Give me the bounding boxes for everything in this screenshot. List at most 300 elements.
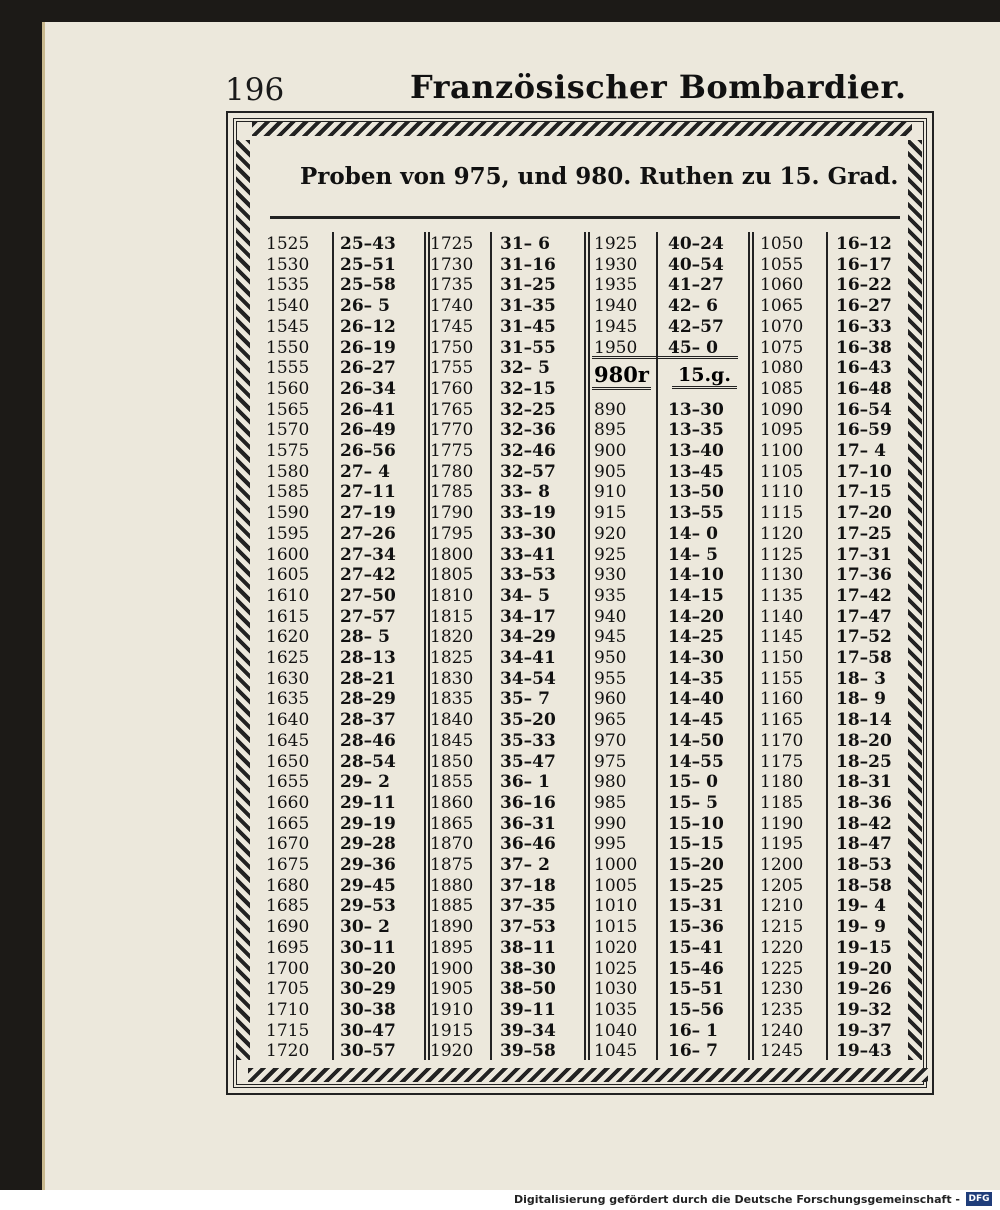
table-cell: 34–54: [500, 668, 556, 689]
table-cell: 1670: [266, 834, 310, 855]
table-cell: 34–29: [500, 627, 556, 648]
table-cell: 32–25: [500, 399, 556, 420]
table-cell: 27– 4: [340, 461, 390, 482]
table-cell: 1220: [760, 937, 804, 958]
table-cell: 1775: [430, 441, 474, 461]
table-cell: 1910: [430, 999, 474, 1020]
table-cell: 1575: [266, 441, 310, 461]
table-cell: 31–35: [500, 296, 556, 317]
table-cell: 38–30: [500, 958, 556, 979]
table-cell: 1860: [430, 792, 474, 813]
table-cell: 15–25: [668, 875, 724, 896]
table-cell: 1135: [760, 585, 804, 606]
table-cell: 1875: [430, 855, 474, 875]
table-cell: 935: [594, 585, 627, 606]
table-cell: 1630: [266, 668, 310, 689]
table-cell: 39–11: [500, 999, 556, 1020]
table-cell: 1690: [266, 917, 310, 938]
table-cell: 1235: [760, 999, 804, 1020]
table-cell: 1645: [266, 730, 310, 751]
footer-bar: [0, 1190, 1000, 1210]
table-cell: 1605: [266, 565, 310, 586]
table-cell: 1115: [760, 503, 804, 524]
table-cell: 42–57: [668, 316, 724, 337]
table-cell: 995: [594, 834, 627, 855]
table-cell: 1810: [430, 585, 474, 606]
table-cell: 17–36: [836, 565, 892, 586]
table-cell: 30–38: [340, 999, 396, 1020]
table-cell: 15–51: [668, 979, 724, 1000]
table-cell: 1945: [594, 316, 638, 337]
table-cell: 1030: [594, 979, 638, 1000]
table-cell: 15–10: [668, 813, 724, 834]
table-cell: 42– 6: [668, 296, 718, 317]
table-heading: Proben von 975, und 980. Ruthen zu 15. Grad.: [300, 163, 899, 190]
table-cell: 14–15: [668, 585, 724, 606]
table-cell: 41–27: [668, 275, 724, 296]
table-cell: 990: [594, 813, 627, 834]
table-cell: 36–31: [500, 813, 556, 834]
table-cell: 16–12: [836, 234, 892, 254]
table-cell: 18– 9: [836, 689, 886, 710]
table-cell: 1735: [430, 275, 474, 296]
table-cell: 1695: [266, 937, 310, 958]
table-cell: 17–52: [836, 627, 892, 648]
table-cell: 32–36: [500, 420, 556, 441]
table-cell: 30–57: [340, 1041, 396, 1062]
column-divider: [748, 232, 750, 1060]
table-cell: 1070: [760, 316, 804, 337]
table-cell: 920: [594, 523, 627, 544]
table-cell: 930: [594, 565, 627, 586]
table-cell: 1915: [430, 1020, 474, 1041]
table-cell: 37–18: [500, 875, 556, 896]
table-cell: 1100: [760, 441, 804, 461]
table-cell: 37– 2: [500, 855, 550, 875]
table-cell: 16–59: [836, 420, 892, 441]
table-cell: 1870: [430, 834, 474, 855]
table-cell: 1195: [760, 834, 804, 855]
table-cell: 28–13: [340, 648, 396, 668]
table-cell: 15–36: [668, 917, 724, 938]
table-cell: 1055: [760, 254, 804, 275]
table-cell: 1935: [594, 275, 638, 296]
table-cell: 925: [594, 544, 627, 565]
table-cell: 1850: [430, 751, 474, 772]
table-cell: 27–34: [340, 544, 396, 565]
table-cell: 30–11: [340, 937, 396, 958]
table-cell: 19– 9: [836, 917, 886, 938]
table-cell: 14–45: [668, 710, 724, 731]
table-cell: 1065: [760, 296, 804, 317]
table-cell: 1705: [266, 979, 310, 1000]
table-cell: 1755: [430, 358, 474, 379]
table-cell: 1225: [760, 958, 804, 979]
table-cell: 1160: [760, 689, 804, 710]
table-cell: 1170: [760, 730, 804, 751]
table-cell: 1040: [594, 1020, 638, 1041]
table-cell: 1050: [760, 234, 804, 254]
table-cell: 15– 0: [668, 772, 718, 793]
table-cell: 1830: [430, 668, 474, 689]
column-divider: [752, 232, 754, 1060]
table-cell: 30– 2: [340, 917, 390, 938]
table-cell: 29– 2: [340, 772, 390, 793]
table-cell: 26–49: [340, 420, 396, 441]
table-cell: 1245: [760, 1041, 804, 1062]
table-cell: 31–16: [500, 254, 556, 275]
table-cell: 18–58: [836, 875, 892, 896]
table-cell: 1020: [594, 937, 638, 958]
table-cell: 1835: [430, 689, 474, 710]
table-cell: 1780: [430, 461, 474, 482]
column-divider: [826, 232, 828, 1060]
table-cell: 32–57: [500, 461, 556, 482]
table-cell: 29–19: [340, 813, 396, 834]
table-cell: 1595: [266, 523, 310, 544]
table-cell: 17– 4: [836, 441, 886, 461]
table-cell: 30–47: [340, 1020, 396, 1041]
table-cell: 1200: [760, 855, 804, 875]
table-cell: 29–28: [340, 834, 396, 855]
table-cell: 1930: [594, 254, 638, 275]
table-cell: 900: [594, 441, 627, 461]
table-cell: 1660: [266, 792, 310, 813]
table-cell: 1215: [760, 917, 804, 938]
table-cell: 26–12: [340, 316, 396, 337]
table-cell: 32–15: [500, 378, 556, 399]
table-cell: 1865: [430, 813, 474, 834]
table-cell: 19–15: [836, 937, 892, 958]
table-cell: 28–54: [340, 751, 396, 772]
table-cell: 13–35: [668, 420, 724, 441]
table-cell: 1920: [430, 1041, 474, 1062]
table-cell: 39–58: [500, 1041, 556, 1062]
table-cell: 1715: [266, 1020, 310, 1041]
table-cell: 1105: [760, 461, 804, 482]
table-cell: 1625: [266, 648, 310, 668]
table-cell: 1155: [760, 668, 804, 689]
table-cell: 27–50: [340, 585, 396, 606]
table-cell: 1785: [430, 482, 474, 503]
table-cell: 1590: [266, 503, 310, 524]
table-cell: 18–47: [836, 834, 892, 855]
table-cell: 1600: [266, 544, 310, 565]
table-cell: 19–37: [836, 1020, 892, 1041]
table-cell: 27–42: [340, 565, 396, 586]
ornamental-frame: [233, 118, 927, 1088]
table-cell: 1655: [266, 772, 310, 793]
table-cell: 1125: [760, 544, 804, 565]
table-cell: 14– 5: [668, 544, 718, 565]
table-cell: 13–40: [668, 441, 724, 461]
table-cell: 16–43: [836, 358, 892, 379]
table-cell: 1095: [760, 420, 804, 441]
table-cell: 31–25: [500, 275, 556, 296]
column-divider: [490, 232, 492, 1060]
table-cell: 15–15: [668, 834, 724, 855]
table-cell: 14–20: [668, 606, 724, 627]
table-cell: 17–58: [836, 648, 892, 668]
table-cell: 13–50: [668, 482, 724, 503]
table-cell: 1815: [430, 606, 474, 627]
table-cell: 27–19: [340, 503, 396, 524]
table-cell: 15– 5: [668, 792, 718, 813]
table-cell: 1110: [760, 482, 804, 503]
table-cell: 29–45: [340, 875, 396, 896]
table-cell: 1075: [760, 337, 804, 358]
table-cell: 910: [594, 482, 627, 503]
table-cell: 1925: [594, 234, 638, 254]
table-cell: 31–55: [500, 337, 556, 358]
table-cell: 27–11: [340, 482, 396, 503]
table-cell: 28–29: [340, 689, 396, 710]
table-cell: 45– 0: [668, 337, 718, 358]
table-cell: 16–22: [836, 275, 892, 296]
table-cell: 19– 4: [836, 896, 886, 917]
table-cell: 945: [594, 627, 627, 648]
table-cell: 35–20: [500, 710, 556, 731]
table-cell: 16–48: [836, 378, 892, 399]
table-cell: 1005: [594, 875, 638, 896]
table-cell: 1610: [266, 585, 310, 606]
table-cell: 13–55: [668, 503, 724, 524]
table-cell: 37–35: [500, 896, 556, 917]
table-cell: 1685: [266, 896, 310, 917]
table-cell: 1840: [430, 710, 474, 731]
table-cell: 38–50: [500, 979, 556, 1000]
table-cell: 26–34: [340, 378, 396, 399]
table-cell: 1130: [760, 565, 804, 586]
table-cell: 1185: [760, 792, 804, 813]
table-cell: 1620: [266, 627, 310, 648]
table-cell: 1180: [760, 772, 804, 793]
table-cell: 36–46: [500, 834, 556, 855]
table-cell: 26–27: [340, 358, 396, 379]
table-cell: 1085: [760, 378, 804, 399]
table-cell: 26– 5: [340, 296, 390, 317]
table-cell: 1885: [430, 896, 474, 917]
table-cell: 895: [594, 420, 627, 441]
table-cell: 1145: [760, 627, 804, 648]
table-cell: 15–56: [668, 999, 724, 1020]
funding-note: Digitalisierung gefördert durch die Deutsche Forschungsgemeinschaft -: [513, 1193, 960, 1206]
table-cell: 33– 8: [500, 482, 550, 503]
table-cell: 1060: [760, 275, 804, 296]
table-cell: 1890: [430, 917, 474, 938]
table-cell: 950: [594, 648, 627, 668]
table-cell: 18– 3: [836, 668, 886, 689]
table-cell: 32– 5: [500, 358, 550, 379]
table-cell: 33–19: [500, 503, 556, 524]
table-cell: 38–11: [500, 937, 556, 958]
table-cell: 1680: [266, 875, 310, 896]
table-cell: 14–35: [668, 668, 724, 689]
table-cell: 18–14: [836, 710, 892, 731]
table-cell: 1550: [266, 337, 310, 358]
table-cell: 1825: [430, 648, 474, 668]
table-cell: 970: [594, 730, 627, 751]
table-cell: 13–45: [668, 461, 724, 482]
table-cell: 1740: [430, 296, 474, 317]
table-cell: 13–30: [668, 399, 724, 420]
table-cell: 1240: [760, 1020, 804, 1041]
table-cell: 17–31: [836, 544, 892, 565]
table-cell: 1730: [430, 254, 474, 275]
table-cell: 18–20: [836, 730, 892, 751]
table-cell: 1900: [430, 958, 474, 979]
table-cell: 16–27: [836, 296, 892, 317]
table-cell: 16–17: [836, 254, 892, 275]
dfg-logo: DFG: [966, 1192, 992, 1206]
table-cell: 1905: [430, 979, 474, 1000]
table-cell: 35– 7: [500, 689, 550, 710]
table-cell: 17–47: [836, 606, 892, 627]
column-divider: [588, 232, 590, 1060]
table-cell: 34– 5: [500, 585, 550, 606]
table-cell: 27–57: [340, 606, 396, 627]
table-cell: 1120: [760, 523, 804, 544]
table-cell: 14–25: [668, 627, 724, 648]
table-cell: 1665: [266, 813, 310, 834]
table-cell: 25–51: [340, 254, 396, 275]
table-cell: 16–38: [836, 337, 892, 358]
table-cell: 1710: [266, 999, 310, 1020]
table-cell: 15–41: [668, 937, 724, 958]
sub-header-degrees: 15.g.: [672, 364, 737, 389]
table-cell: 16– 7: [668, 1041, 718, 1062]
table-cell: 17–10: [836, 461, 892, 482]
table-cell: 1790: [430, 503, 474, 524]
table-cell: 965: [594, 710, 627, 731]
table-cell: 34–17: [500, 606, 556, 627]
table-cell: 1745: [430, 316, 474, 337]
table-cell: 18–42: [836, 813, 892, 834]
table-cell: 915: [594, 503, 627, 524]
table-cell: 940: [594, 606, 627, 627]
table-cell: 1950: [594, 337, 638, 358]
table-cell: 960: [594, 689, 627, 710]
table-cell: 1765: [430, 399, 474, 420]
table-cell: 1700: [266, 958, 310, 979]
table-cell: 1210: [760, 896, 804, 917]
table-cell: 19–43: [836, 1041, 892, 1062]
table-cell: 1855: [430, 772, 474, 793]
table-cell: 1585: [266, 482, 310, 503]
table-cell: 30–29: [340, 979, 396, 1000]
table-cell: 1760: [430, 378, 474, 399]
table-cell: 1805: [430, 565, 474, 586]
table-cell: 985: [594, 792, 627, 813]
table-cell: 1895: [430, 937, 474, 958]
table-cell: 17–15: [836, 482, 892, 503]
column-divider: [584, 232, 586, 1060]
heading-rule: [270, 216, 900, 219]
table-cell: 1150: [760, 648, 804, 668]
frame-border-bottom: [248, 1068, 928, 1082]
table-cell: 29–36: [340, 855, 396, 875]
column-divider: [424, 232, 426, 1060]
table-cell: 19–32: [836, 999, 892, 1020]
table-cell: 25–43: [340, 234, 396, 254]
running-title: Französischer Bombardier.: [410, 68, 907, 106]
table-cell: 36–16: [500, 792, 556, 813]
table-cell: 1190: [760, 813, 804, 834]
table-cell: 1175: [760, 751, 804, 772]
table-cell: 1165: [760, 710, 804, 731]
table-cell: 39–34: [500, 1020, 556, 1041]
table-cell: 16–33: [836, 316, 892, 337]
page-number: 196: [225, 72, 285, 108]
table-cell: 36– 1: [500, 772, 550, 793]
table-cell: 15–46: [668, 958, 724, 979]
table-cell: 1615: [266, 606, 310, 627]
table-cell: 1205: [760, 875, 804, 896]
table-cell: 975: [594, 751, 627, 772]
table-cell: 26–56: [340, 441, 396, 461]
table-cell: 14–40: [668, 689, 724, 710]
table-cell: 1530: [266, 254, 310, 275]
frame-border-right: [908, 140, 922, 1060]
table-cell: 14– 0: [668, 523, 718, 544]
table-cell: 1045: [594, 1041, 638, 1062]
table-cell: 1525: [266, 234, 310, 254]
table-cell: 28–46: [340, 730, 396, 751]
table-cell: 890: [594, 399, 627, 420]
table-cell: 1880: [430, 875, 474, 896]
table-cell: 28–37: [340, 710, 396, 731]
table-cell: 1650: [266, 751, 310, 772]
table-cell: 1940: [594, 296, 638, 317]
table-cell: 15–31: [668, 896, 724, 917]
column-divider: [332, 232, 334, 1060]
table-cell: 1140: [760, 606, 804, 627]
table-cell: 1570: [266, 420, 310, 441]
table-cell: 29–53: [340, 896, 396, 917]
table-cell: 35–47: [500, 751, 556, 772]
table-cell: 1750: [430, 337, 474, 358]
table-cell: 1725: [430, 234, 474, 254]
table-cell: 1010: [594, 896, 638, 917]
table-cell: 1845: [430, 730, 474, 751]
table-cell: 25–58: [340, 275, 396, 296]
table-cell: 14–30: [668, 648, 724, 668]
table-cell: 34–41: [500, 648, 556, 668]
table-cell: 31– 6: [500, 234, 550, 254]
table-cell: 33–30: [500, 523, 556, 544]
table-cell: 33–53: [500, 565, 556, 586]
table-cell: 17–42: [836, 585, 892, 606]
table-cell: 1555: [266, 358, 310, 379]
table-cell: 14–50: [668, 730, 724, 751]
table-cell: 30–20: [340, 958, 396, 979]
table-cell: 1015: [594, 917, 638, 938]
table-cell: 28–21: [340, 668, 396, 689]
table-cell: 14–55: [668, 751, 724, 772]
table-cell: 1000: [594, 855, 638, 875]
table-cell: 1090: [760, 399, 804, 420]
table-cell: 1565: [266, 399, 310, 420]
table-cell: 1720: [266, 1041, 310, 1062]
table-cell: 1635: [266, 689, 310, 710]
table-cell: 40–24: [668, 234, 724, 254]
table-cell: 1560: [266, 378, 310, 399]
table-cell: 18–25: [836, 751, 892, 772]
table-cell: 35–33: [500, 730, 556, 751]
table-cell: 27–26: [340, 523, 396, 544]
table-cell: 40–54: [668, 254, 724, 275]
table-cell: 1580: [266, 461, 310, 482]
